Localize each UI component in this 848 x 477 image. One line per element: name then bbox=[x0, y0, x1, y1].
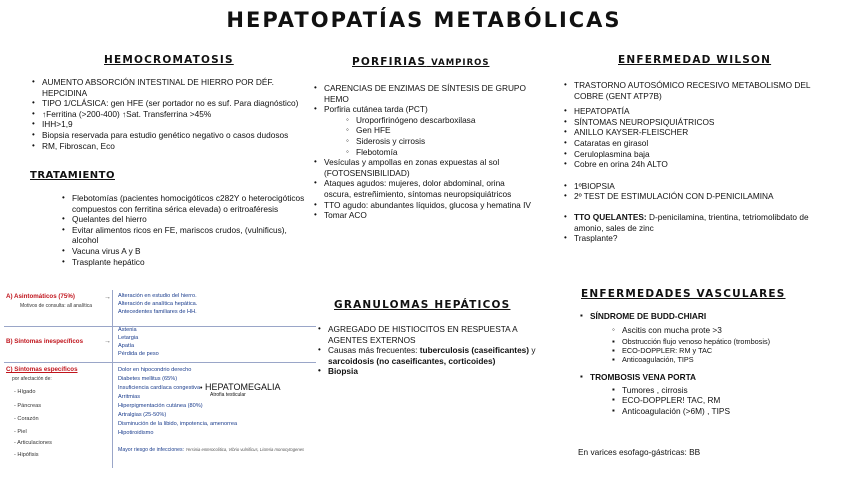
list-item: • Flebotomías (pacientes homocigóticos c282Y o heterocigóticos compuestos con ferritina sérica elevada) o eritroaféresis bbox=[72, 193, 310, 214]
porfirias-title: PORFIRIAS bbox=[352, 56, 427, 68]
list-item: • 2º TEST DE ESTIMULACIÓN CON D-PENICILAMINA bbox=[574, 191, 828, 202]
porfirias-list bbox=[324, 83, 534, 221]
list-item: • Cobre en orina 24h ALTO bbox=[574, 159, 828, 170]
hepatomegalia-sub: Atrofia testicular bbox=[210, 392, 246, 398]
section-b-title: B) Síntomas inespecíficos bbox=[6, 338, 84, 345]
infections-label: Mayor riesgo de infecciones: bbox=[118, 447, 185, 453]
list-item: • IHH>1,9 bbox=[42, 119, 304, 130]
list-item: • Vacuna virus A y B bbox=[72, 246, 310, 257]
list-item: ▪ TROMBOSIS VENA PORTA bbox=[590, 372, 830, 383]
list-item: • Evitar alimentos ricos en FE, mariscos crudos, (vulnificus), alcohol bbox=[72, 225, 310, 246]
vasculares-heading: ENFERMEDADES VASCULARES bbox=[581, 288, 786, 300]
organ-label: - Corazón bbox=[14, 416, 39, 422]
table-cell: Arritmias bbox=[118, 394, 141, 400]
list-item: ◦ Ascitis con mucha prote >3 bbox=[622, 325, 830, 336]
quelantes-text: D-penicilamina, trientina, tetriomolibdato de amonio, sales de zinc bbox=[574, 211, 809, 233]
list-item: • TIPO 1/CLÁSICA: gen HFE (ser portador no es suf. Para diagnóstico) bbox=[42, 98, 304, 109]
list-item bbox=[328, 345, 536, 366]
list-item: • ANILLO KAYSER-FLEISCHER bbox=[574, 127, 828, 138]
organ-label: - Páncreas bbox=[14, 403, 42, 409]
list-item: ◦ Uroporfirinógeno descarboxilasa bbox=[356, 115, 534, 126]
section-c-title: C) Síntomas específicos bbox=[6, 366, 78, 373]
list-item: ◦ Siderosis y cirrosis bbox=[356, 136, 534, 147]
list-item: • HEPATOPATÍA bbox=[574, 106, 828, 117]
list-item: ▪ SÍNDROME DE BUDD-CHIARI bbox=[590, 311, 830, 322]
list-item: • Porfiria cutánea tarda (PCT) bbox=[324, 104, 534, 115]
hemocromatosis-heading: HEMOCROMATOSIS bbox=[104, 54, 234, 66]
table-cell: Hiperpigmentación cutánea (80%) bbox=[118, 403, 203, 409]
tratamiento-list bbox=[72, 193, 310, 267]
table-cell: Letargia bbox=[118, 335, 139, 341]
section-a-title: A) Asintomáticos (75%) bbox=[6, 293, 75, 300]
list-item: ▪ ECO-DOPPLER: RM y TAC bbox=[622, 346, 830, 355]
hepatomegalia-label: HEPATOMEGALIA bbox=[204, 382, 281, 392]
list-item: • Tomar ACO bbox=[324, 210, 534, 221]
tratamiento-heading: TRATAMIENTO bbox=[30, 170, 115, 181]
list-item: ◦ Gen HFE bbox=[356, 125, 534, 136]
varices-note: En varices esofago-gástricas: BB bbox=[578, 447, 701, 457]
list-item: • TTO agudo: abundantes líquidos, glucosa y hematina IV bbox=[324, 200, 534, 211]
list-item: • ↑Ferritina (>200-400) ↑Sat. Transferrina >45% bbox=[42, 109, 304, 120]
list-item: • Trasplante hepático bbox=[72, 257, 310, 268]
table-cell: Dolor en hipocondrio derecho bbox=[118, 367, 192, 373]
list-item: ▪ Obstrucción flujo venoso hepático (trombosis) bbox=[622, 337, 830, 346]
porfirias-heading bbox=[352, 56, 489, 68]
organ-label: - Hipófisis bbox=[14, 452, 39, 458]
wilson-list bbox=[574, 80, 828, 244]
table-cell: Pérdida de peso bbox=[118, 351, 159, 357]
table-cell: Insuficiencia cardíaca congestiva bbox=[118, 385, 201, 391]
list-item: • AGREGADO DE HISTIOCITOS EN RESPUESTA A AGENTES EXTERNOS bbox=[328, 324, 536, 345]
granulomas-list bbox=[328, 324, 536, 377]
list-item: • SÍNTOMAS NEUROPSIQUIÁTRICOS bbox=[574, 117, 828, 128]
porfirias-suffix: VAMPIROS bbox=[431, 58, 490, 68]
list-item: • Cataratas en girasol bbox=[574, 138, 828, 149]
list-item: • CARENCIAS DE ENZIMAS DE SÍNTESIS DE GRUPO HEMO bbox=[324, 83, 534, 104]
hemocromatosis-list bbox=[42, 77, 304, 151]
page-title: HEPATOPATÍAS METABÓLICAS bbox=[226, 8, 622, 32]
list-item: • RM, Fibroscan, Eco bbox=[42, 141, 304, 152]
list-item: • Biopsia bbox=[328, 366, 536, 377]
table-cell: Alteración en estudio del hierro. bbox=[118, 293, 197, 299]
list-item: • 1ºBIOPSIA bbox=[574, 181, 828, 192]
list-item: ▪ ECO-DOPPLER! TAC, RM bbox=[622, 395, 830, 406]
list-item: • Vesículas y ampollas en zonas expuestas al sol (FOTOSENSIBILIDAD) bbox=[324, 157, 534, 178]
section-a-sub: Motivos de consulta: all analítica bbox=[20, 303, 92, 309]
table-cell: Antecedentes familiares de HH. bbox=[118, 309, 197, 315]
list-item: • Biopsia reservada para estudio genético negativo o casos dudosos bbox=[42, 130, 304, 141]
table-cell bbox=[118, 446, 304, 454]
table-divider bbox=[4, 362, 316, 363]
hepatomegalia-note: • HEPATOMEGALIA Atrofia testicular bbox=[200, 382, 281, 398]
organ-label: - Articulaciones bbox=[14, 440, 52, 446]
table-cell: Alteración de analítica hepática. bbox=[118, 301, 198, 307]
causes-prefix: Causas más frecuentes: bbox=[328, 345, 420, 356]
list-item: • AUMENTO ABSORCIÓN INTESTINAL DE HIERRO POR DÉF. HEPCIDINA bbox=[42, 77, 304, 98]
vasculares-list bbox=[590, 311, 830, 417]
table-divider bbox=[112, 290, 113, 468]
list-item: ▪ Anticoagulación (>6M) , TIPS bbox=[622, 406, 830, 417]
table-cell: Hipotiroidismo bbox=[118, 430, 154, 436]
quelantes-label: TTO QUELANTES: bbox=[574, 211, 647, 222]
list-item: ▪ Tumores , cirrosis bbox=[622, 385, 830, 396]
table-cell: Apatía bbox=[118, 343, 135, 349]
list-item: • TRASTORNO AUTOSÓMICO RECESIVO METABOLISMO DEL COBRE (GENT ATP7B) bbox=[574, 80, 828, 101]
table-cell: Diabetes mellitus (65%) bbox=[118, 376, 178, 382]
infections-detail: Yersinia enterocolitica, Vibrio vulnificus, Listeria monocytogenes bbox=[185, 447, 305, 452]
causes-tb: tuberculosis (caseificantes) bbox=[419, 345, 530, 356]
causes-mid: y bbox=[529, 345, 536, 356]
table-cell: Disminución de la libido, impotencia, amenorrea bbox=[118, 421, 238, 427]
table-divider bbox=[4, 326, 316, 327]
section-c-sub: por afectación de: bbox=[12, 376, 52, 382]
list-item: ◦ Flebotomía bbox=[356, 147, 534, 158]
wilson-heading: ENFERMEDAD WILSON bbox=[618, 54, 772, 66]
symptoms-table bbox=[4, 290, 316, 468]
list-item: • Ceruloplasmina baja bbox=[574, 149, 828, 160]
table-cell: Astenia bbox=[118, 327, 137, 333]
list-item bbox=[574, 212, 828, 233]
organ-label: - Piel bbox=[14, 429, 27, 435]
list-item: • Trasplante? bbox=[574, 233, 828, 244]
arrow-icon bbox=[104, 295, 114, 303]
list-item: • Quelantes del hierro bbox=[72, 214, 310, 225]
causes-sarcoid: sarcoidosis (no caseificantes, corticoides) bbox=[328, 355, 496, 366]
granulomas-heading: GRANULOMAS HEPÁTICOS bbox=[334, 299, 511, 311]
table-cell: Artralgias (25-50%) bbox=[118, 412, 167, 418]
organ-label: - Hígado bbox=[14, 389, 36, 395]
list-item: ▪ Anticoagulación, TIPS bbox=[622, 355, 830, 364]
list-item: • Ataques agudos: mujeres, dolor abdominal, orina oscura, estreñimiento, síntomas neuropsiquiátricos bbox=[324, 178, 534, 199]
arrow-icon bbox=[104, 339, 114, 347]
